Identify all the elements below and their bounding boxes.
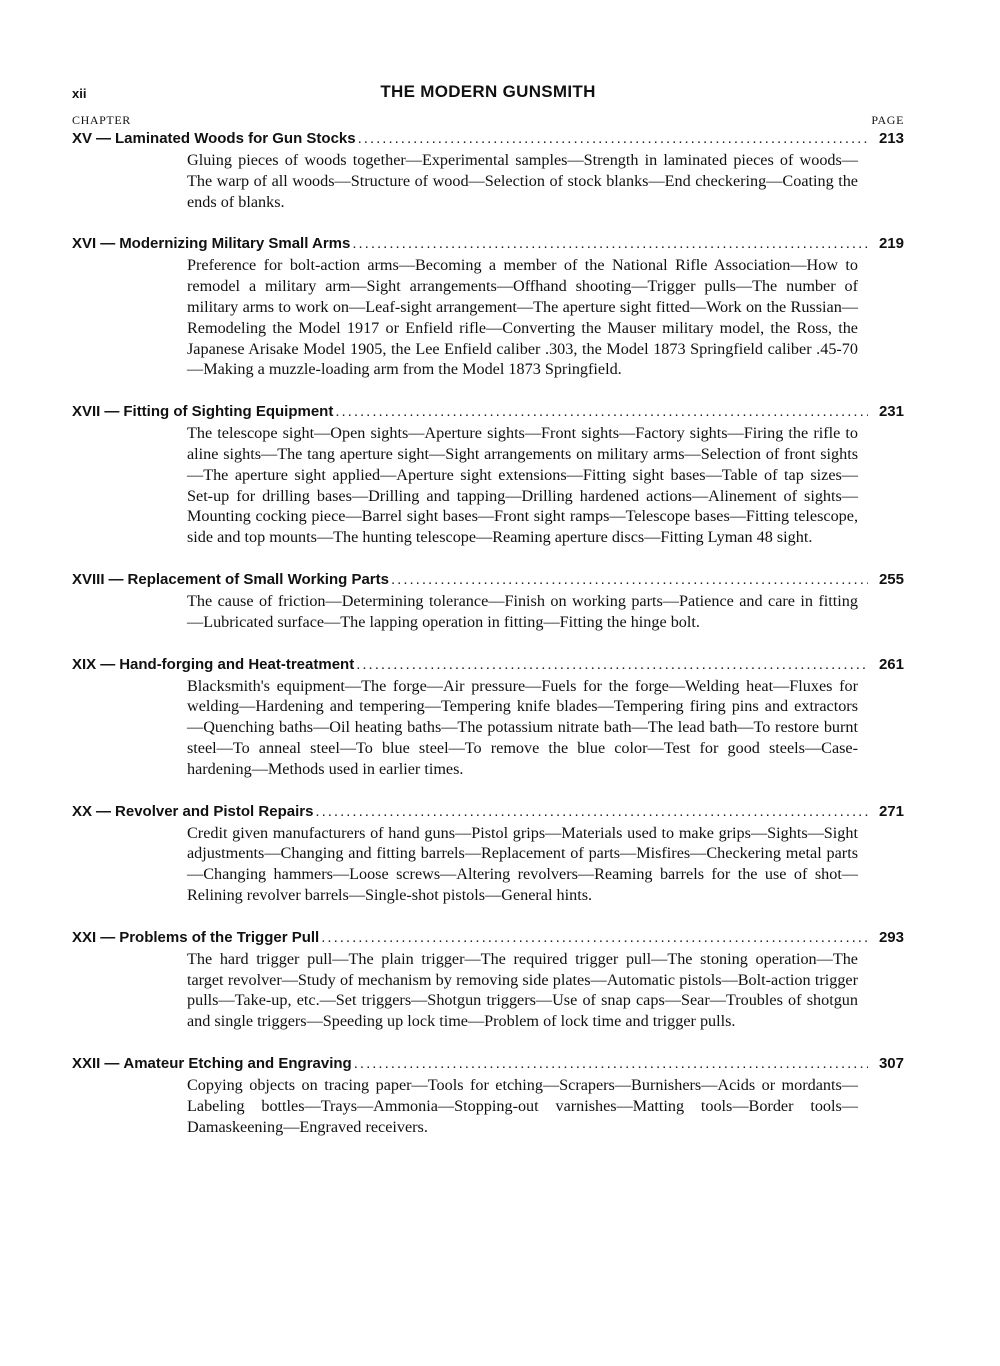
toc-entry-heading[interactable]: [72, 401, 904, 423]
chapter-title: Hand-forging and Heat-treatment: [119, 655, 355, 673]
chapter-page-number: 307: [878, 1054, 904, 1072]
dot-leader: [358, 128, 868, 150]
chapter-title: Problems of the Trigger Pull: [119, 928, 320, 946]
toc-entry: [72, 654, 904, 780]
chapter-summary: Credit given manufacturers of hand guns—Pistol grips—Materials used to make grips—Sights—Sight adjustments—Changing and fitting barrels—Replacement of parts—Misfires—Checkering metal parts—Changing hammers—Loose screws—Altering revolvers—Reaming barrels for the use of shot—Relining revolver barrels—Single-shot pistols—General hints.: [187, 823, 858, 904]
chapter-dash: —: [96, 802, 112, 820]
chapter-page-number: 293: [878, 928, 904, 946]
chapter-number: XX: [72, 802, 93, 820]
toc-entry-heading[interactable]: [72, 654, 904, 676]
toc-entry-heading[interactable]: [72, 801, 904, 823]
toc-entry: [72, 401, 904, 548]
chapter-number: XIX: [72, 655, 97, 673]
chapter-summary: The hard trigger pull—The plain trigger—The required trigger pull—The stoning operation—The target revolver—Study of mechanism by removing side plates—Automatic pistols—Bolt-action trigger pulls—Take-up, etc.—Set triggers—Shotgun triggers—Use of snap caps—Sear—Troubles of shotgun and single triggers—Speeding up lock time—Problem of lock time and trigger pulls.: [187, 949, 858, 1031]
chapter-number: XVII: [72, 403, 101, 421]
chapter-summary: Copying objects on tracing paper—Tools for etching—Scrapers—Burnishers—Acids or mordants—Labeling bottles—Trays—Ammonia—Stopping-out varnishes—Matting tools—Border tools—Damaskeening—Engraved receivers.: [187, 1075, 858, 1136]
chapter-page-number: 231: [878, 403, 904, 421]
chapter-number: XVI: [72, 235, 97, 253]
chapter-dash: —: [100, 928, 116, 946]
dot-leader: [321, 927, 868, 949]
chapter-summary: Gluing pieces of woods together—Experimental samples—Strength in laminated pieces of woods—The warp of all woods—Structure of wood—Selection of stock blanks—End checkering—Coating the ends of blanks.: [187, 151, 858, 211]
toc-entry-heading[interactable]: [72, 128, 904, 150]
toc-entry: [72, 569, 904, 633]
toc-entry-heading[interactable]: [72, 927, 904, 949]
chapter-page-number: 255: [878, 570, 904, 588]
chapter-summary: Blacksmith's equipment—The forge—Air pressure—Fuels for the forge—Welding heat—Fluxes for welding—Hardening and tempering—Tempering knife blades—Tempering firing pins and extractors—Quenching baths—Oil heating baths—The potassium nitrate bath—The lead bath—To restore burnt steel—To anneal steel—To blue steel—To remove the blue color—Test for good steels—Case-hardening—Methods used in earlier times.: [187, 676, 858, 778]
chapter-summary: The cause of friction—Determining tolerance—Finish on working parts—Patience and care in fitting—Lubricated surface—The lapping operation in fitting—Fitting the hinge bolt.: [187, 591, 858, 631]
chapter-summary: Preference for bolt-action arms—Becoming a member of the National Rifle Association—How to remodel a military arm—Sight arrangements—Offhand shooting—Trigger pulls—The number of military arms to work on—Leaf-sight arrangement—The aperture sight fitted—Work on the Russian—Remodeling the Model 1917 or Enfield rifle—Converting the Mauser military model, the Ross, the Japanese Arisake Model 1905, the Lee Enfield caliber .303, the Model 1873 Springfield caliber .45-70—Making a muzzle-loading arm from the Model 1873 Springfield.: [187, 256, 858, 379]
chapter-title: Amateur Etching and Engraving: [123, 1054, 352, 1072]
dot-leader: [335, 401, 868, 423]
page-column-label: PAGE: [871, 113, 904, 127]
chapter-title: Modernizing Military Small Arms: [119, 235, 351, 253]
toc-entry-heading[interactable]: [72, 233, 904, 255]
toc-entry: [72, 801, 904, 906]
chapter-dash: —: [108, 570, 124, 588]
toc-entry-heading[interactable]: [72, 1053, 904, 1075]
toc-entry: [72, 927, 904, 1032]
chapter-number: XXI: [72, 928, 97, 946]
chapter-title: Revolver and Pistol Repairs: [115, 802, 314, 820]
dot-leader: [315, 801, 868, 823]
chapter-number: XV: [72, 130, 93, 147]
chapter-dash: —: [100, 655, 116, 673]
chapter-title: Fitting of Sighting Equipment: [123, 403, 334, 421]
chapter-dash: —: [104, 1054, 120, 1072]
dot-leader: [354, 1053, 868, 1075]
chapter-title: Replacement of Small Working Parts: [127, 570, 389, 588]
chapter-page-number: 213: [878, 130, 904, 147]
toc-entry: [72, 128, 904, 212]
toc-entry: [72, 1053, 904, 1137]
dot-leader: [356, 654, 868, 676]
toc-entry: [72, 233, 904, 380]
chapter-dash: —: [100, 235, 116, 253]
chapter-page-number: 261: [878, 655, 904, 673]
column-headings: [72, 112, 904, 128]
page-folio: xii: [72, 86, 87, 101]
chapter-number: XXII: [72, 1054, 101, 1072]
chapter-number: XVIII: [72, 570, 105, 588]
chapter-summary: The telescope sight—Open sights—Aperture sights—Front sights—Factory sights—Firing the rifle to aline sights—The tang aperture sight—Sight arrangements on military arms—Selection of front sights—The aperture sight applied—Aperture sight extensions—Fitting sight bases—Table of tap sizes—Set-up for drilling bases—Drilling and tapping—Drilling hardened actions—Alinement of sights—Mounting cocking piece—Barrel sight bases—Front sight ramps—Telescope bases—Fitting telescope, side and top mounts—The hunting telescope—Reaming aperture discs—Fitting Lyman 48 sight.: [187, 424, 858, 547]
page-title: THE MODERN GUNSMITH: [380, 82, 596, 101]
chapter-dash: —: [96, 130, 112, 147]
toc-entry-heading[interactable]: [72, 569, 904, 591]
chapter-page-number: 271: [878, 802, 904, 820]
chapter-title: Laminated Woods for Gun Stocks: [115, 130, 356, 147]
running-head: [72, 82, 904, 112]
toc-page: [72, 82, 904, 1158]
chapter-dash: —: [104, 403, 120, 421]
dot-leader: [352, 233, 868, 255]
chapter-page-number: 219: [878, 235, 904, 253]
chapter-column-label: CHAPTER: [72, 113, 131, 127]
dot-leader: [391, 569, 868, 591]
